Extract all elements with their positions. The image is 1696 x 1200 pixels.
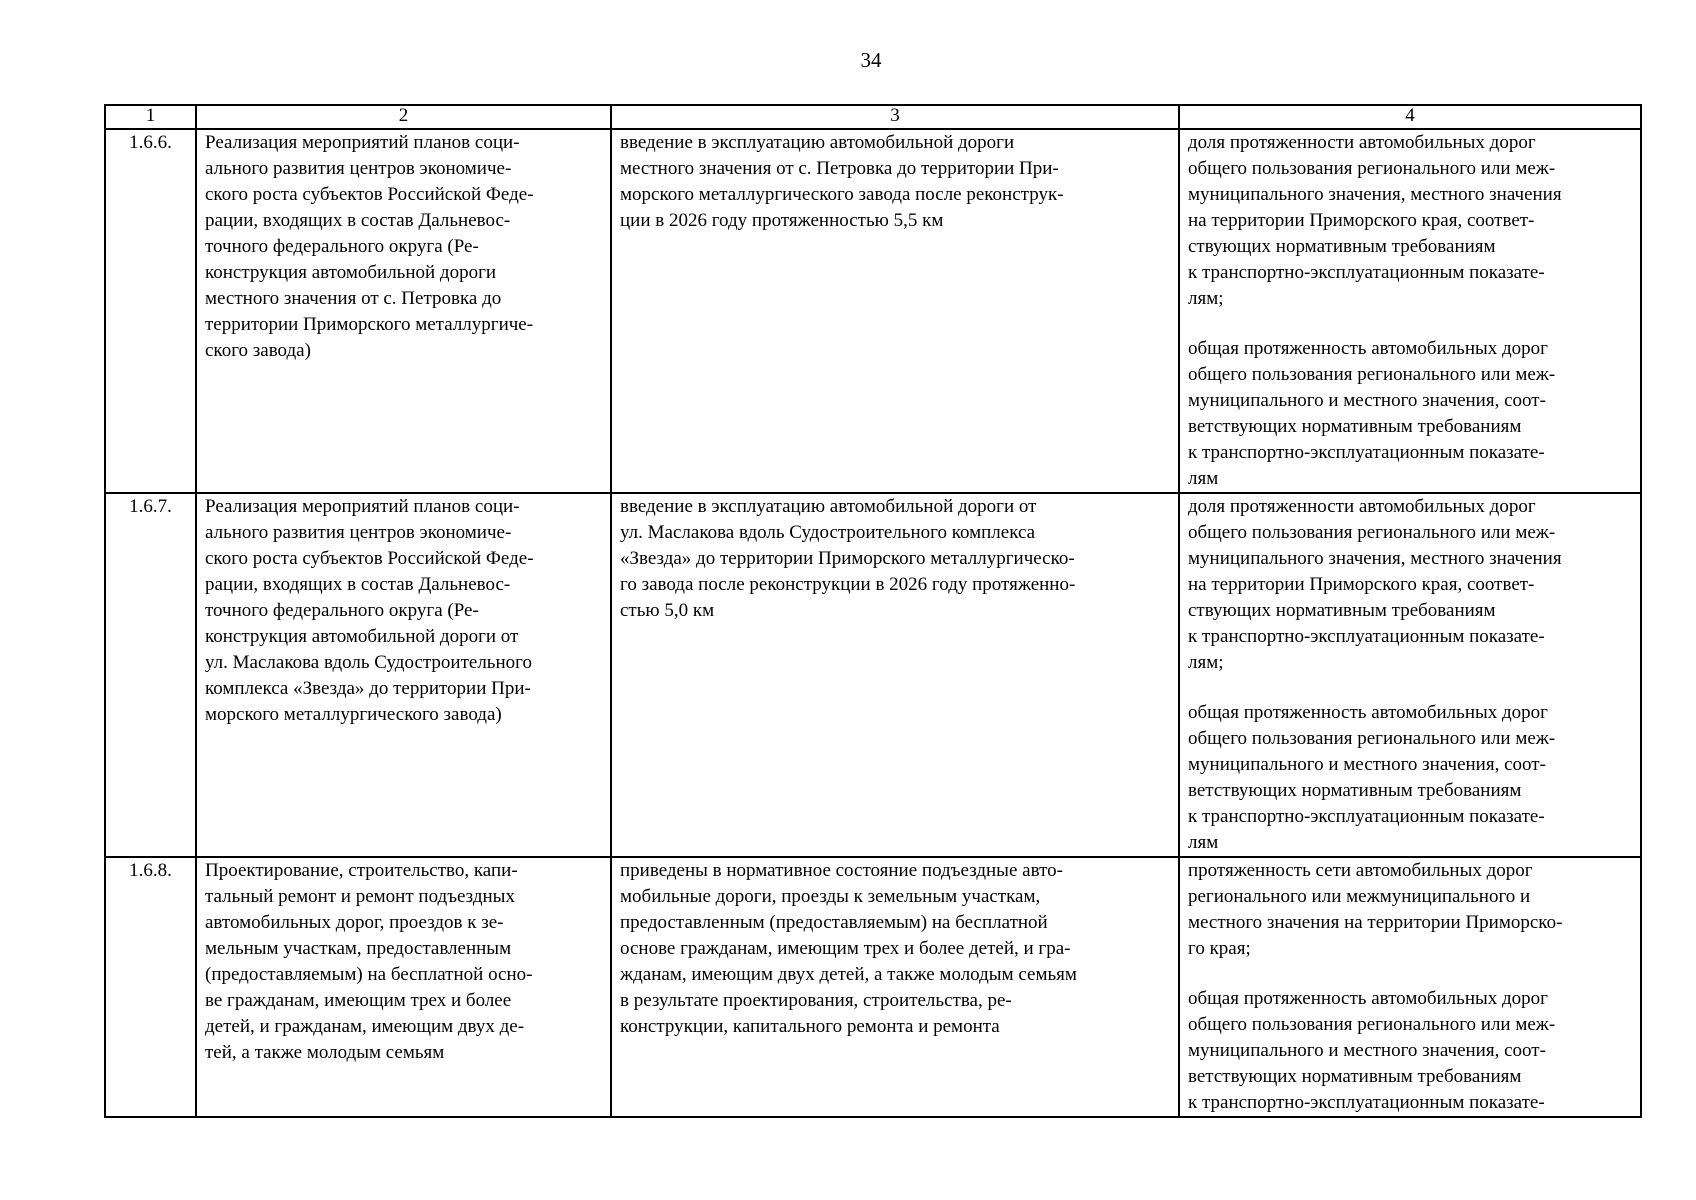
text-line: ального развития центров экономиче-: [205, 522, 512, 543]
text-line: ального развития центров экономиче-: [205, 158, 512, 179]
text-line: стью 5,0 км: [620, 600, 715, 621]
text-line: на территории Приморского края, соответ-: [1188, 574, 1535, 595]
column-header: 3: [611, 105, 1179, 129]
table-row: [105, 857, 1641, 1117]
text-line: муниципального значения, местного значения: [1188, 184, 1562, 205]
text-line: к транспортно-эксплуатационным показате-: [1188, 626, 1545, 647]
text-line: ул. Маслакова вдоль Судостроительного комплекса: [620, 522, 1036, 543]
text-line: ветствующих нормативным требованиям: [1188, 780, 1522, 801]
text-line: общая протяженность автомобильных дорог: [1188, 702, 1548, 723]
expected-result: [611, 493, 1179, 857]
text-line: морского металлургического завода): [205, 704, 502, 725]
row-number: 1.6.6.: [105, 129, 196, 493]
text-line: Проектирование, строительство, капи-: [205, 860, 518, 881]
row-number: 1.6.7.: [105, 493, 196, 857]
text-line: территории Приморского металлургиче-: [205, 314, 534, 335]
measure-description: [196, 493, 611, 857]
text-line: к транспортно-эксплуатационным показате-: [1188, 1092, 1545, 1113]
text-line: тальный ремонт и ремонт подъездных: [205, 886, 515, 907]
text-line: ствующих нормативным требованиям: [1188, 600, 1496, 621]
text-line: точного федерального округа (Ре-: [205, 600, 479, 621]
text-line: ского роста субъектов Российской Феде-: [205, 548, 534, 569]
text-line: ветствующих нормативным требованиям: [1188, 1066, 1522, 1087]
text-line: конструкция автомобильной дороги: [205, 262, 497, 283]
text-line: Реализация мероприятий планов соци-: [205, 496, 520, 517]
text-line: ского роста субъектов Российской Феде-: [205, 184, 534, 205]
text-line: го края;: [1188, 938, 1251, 959]
text-line: местного значения на территории Приморско-: [1188, 912, 1563, 933]
text-line: морского металлургического завода после реконструк-: [620, 184, 1064, 205]
text-line: ствующих нормативным требованиям: [1188, 236, 1496, 257]
measure-description: [196, 129, 611, 493]
column-header: 4: [1179, 105, 1641, 129]
paragraph-gap: [1188, 962, 1632, 986]
text-line: на территории Приморского края, соответ-: [1188, 210, 1535, 231]
text-line: конструкция автомобильной дороги от: [205, 626, 519, 647]
column-header: 1: [105, 105, 196, 129]
text-line: мельным участкам, предоставленным: [205, 938, 512, 959]
text-line: предоставленным (предоставляемым) на бесплатной: [620, 912, 1048, 933]
text-line: регионального или межмуниципального и: [1188, 886, 1531, 907]
text-line: точного федерального округа (Ре-: [205, 236, 479, 257]
text-line: к транспортно-эксплуатационным показате-: [1188, 442, 1545, 463]
text-line: ции в 2026 году протяженностью 5,5 км: [620, 210, 944, 231]
indicator-description: [1179, 129, 1641, 493]
table-body: [105, 129, 1641, 1117]
text-line: протяженность сети автомобильных дорог: [1188, 860, 1533, 881]
text-line: автомобильных дорог, проездов к зе-: [205, 912, 504, 933]
text-line: лям: [1188, 468, 1219, 489]
indicator-description: [1179, 493, 1641, 857]
text-line: местного значения от с. Петровка до территории При-: [620, 158, 1059, 179]
table-header-row: [105, 105, 1641, 129]
text-line: ул. Маслакова вдоль Судостроительного: [205, 652, 532, 673]
text-line: ве гражданам, имеющим трех и более: [205, 990, 512, 1011]
text-line: общего пользования регионального или меж-: [1188, 158, 1556, 179]
table-row: [105, 129, 1641, 493]
indicator-description: [1179, 857, 1641, 1117]
text-line: общего пользования регионального или меж-: [1188, 1014, 1556, 1035]
page-number: 34: [860, 48, 882, 72]
text-line: общего пользования регионального или меж-: [1188, 364, 1556, 385]
text-line: ветствующих нормативным требованиям: [1188, 416, 1522, 437]
text-line: мобильные дороги, проезды к земельным участкам,: [620, 886, 1041, 907]
text-line: общего пользования регионального или меж-: [1188, 522, 1556, 543]
text-line: введение в эксплуатацию автомобильной дороги от: [620, 496, 1037, 517]
text-line: ского завода): [205, 340, 311, 361]
text-line: «Звезда» до территории Приморского металлургическо-: [620, 548, 1075, 569]
text-line: к транспортно-эксплуатационным показате-: [1188, 262, 1545, 283]
text-line: жданам, имеющим двух детей, а также молодым семьям: [620, 964, 1077, 985]
text-line: муниципального значения, местного значения: [1188, 548, 1562, 569]
text-line: Реализация мероприятий планов соци-: [205, 132, 520, 153]
paragraph-gap: [1188, 312, 1632, 336]
paragraph-gap: [1188, 676, 1632, 700]
text-line: го завода после реконструкции в 2026 году протяженно-: [620, 574, 1076, 595]
text-line: рации, входящих в состав Дальневос-: [205, 210, 511, 231]
text-line: введение в эксплуатацию автомобильной дороги: [620, 132, 1015, 153]
text-line: общего пользования регионального или меж-: [1188, 728, 1556, 749]
column-header: 2: [196, 105, 611, 129]
row-number: 1.6.8.: [105, 857, 196, 1117]
text-line: комплекса «Звезда» до территории При-: [205, 678, 531, 699]
text-line: муниципального и местного значения, соот-: [1188, 1040, 1546, 1061]
text-line: тей, а также молодым семьям: [205, 1042, 445, 1063]
text-line: конструкции, капитального ремонта и ремонта: [620, 1016, 1000, 1037]
text-line: в результате проектирования, строительства, ре-: [620, 990, 1012, 1011]
text-line: муниципального и местного значения, соот-: [1188, 390, 1546, 411]
expected-result: [611, 129, 1179, 493]
table-row: [105, 493, 1641, 857]
text-line: муниципального и местного значения, соот-: [1188, 754, 1546, 775]
indicators-table: [104, 104, 1642, 1118]
text-line: к транспортно-эксплуатационным показате-: [1188, 806, 1545, 827]
text-line: местного значения от с. Петровка до: [205, 288, 502, 309]
text-line: лям: [1188, 832, 1219, 853]
text-line: общая протяженность автомобильных дорог: [1188, 988, 1548, 1009]
expected-result: [611, 857, 1179, 1117]
text-line: лям;: [1188, 652, 1224, 673]
text-line: лям;: [1188, 288, 1224, 309]
text-line: (предоставляемым) на бесплатной осно-: [205, 964, 533, 985]
text-line: доля протяженности автомобильных дорог: [1188, 496, 1536, 517]
measure-description: [196, 857, 611, 1117]
text-line: доля протяженности автомобильных дорог: [1188, 132, 1536, 153]
text-line: рации, входящих в состав Дальневос-: [205, 574, 511, 595]
text-line: приведены в нормативное состояние подъездные авто-: [620, 860, 1063, 881]
text-line: основе гражданам, имеющим трех и более детей, и гра-: [620, 938, 1071, 959]
text-line: детей, и гражданам, имеющим двух де-: [205, 1016, 525, 1037]
text-line: общая протяженность автомобильных дорог: [1188, 338, 1548, 359]
